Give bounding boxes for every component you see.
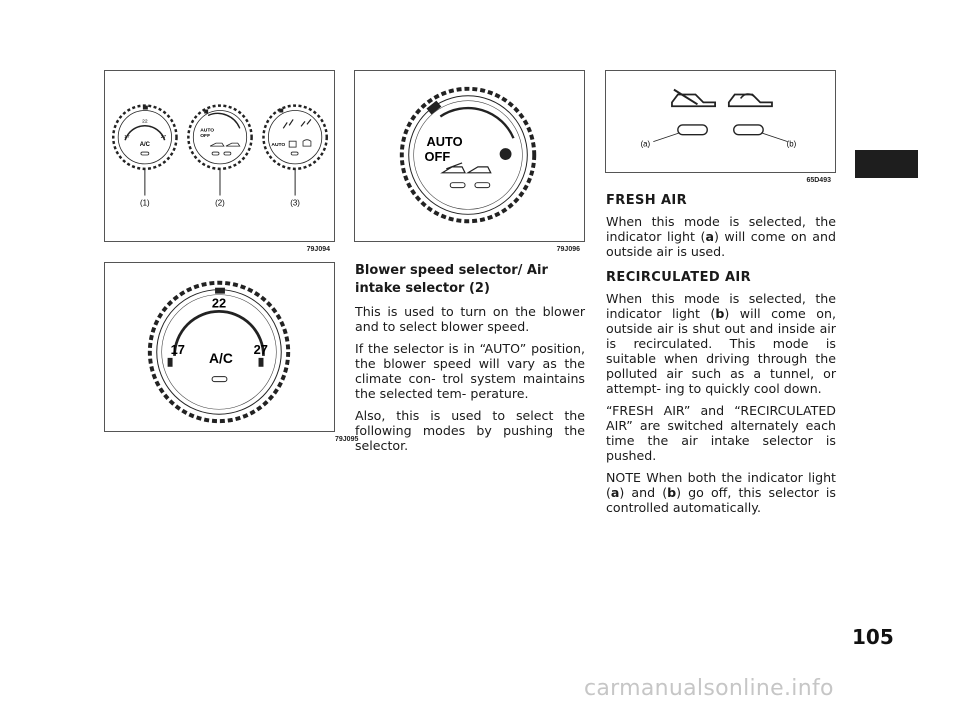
- right-column: [606, 193, 836, 522]
- label-b: (b): [786, 139, 797, 149]
- middle-column: [355, 262, 585, 460]
- dial3-auto-text: AUTO: [271, 143, 286, 149]
- ac-text: A/C: [209, 349, 233, 366]
- dial1-ac-text: A/C: [139, 142, 150, 149]
- watermark: carmanualsonline.info: [584, 676, 834, 701]
- callout-1: (1): [140, 198, 150, 208]
- temp-17-text: 17: [170, 341, 185, 357]
- paragraph: This is used to turn on the blower and to select blower speed.: [355, 304, 585, 334]
- auto-off-dial-illustration: [355, 71, 584, 241]
- fresh-air-paragraph: When this mode is selected, the indicator light (a) will come on and outside air is used.: [606, 214, 836, 259]
- figure-indicator-lights: [605, 70, 836, 184]
- page-number: 105: [852, 625, 894, 649]
- figure-code: 65D493: [806, 177, 831, 184]
- section-tab: [855, 150, 918, 178]
- paragraph: If the selector is in “AUTO” position, the blower speed will vary as the climate con- trol system maintains the selected tem- perature.: [355, 341, 585, 401]
- dial2-off-text: OFF: [200, 134, 211, 140]
- callout-2: (2): [215, 198, 225, 208]
- dial1-top-text: 22: [142, 119, 148, 125]
- label-a: (a): [640, 139, 651, 149]
- figure-auto-off-dial: [354, 70, 585, 253]
- figure-code: 79J095: [335, 436, 359, 443]
- figure-ac-dial: [104, 262, 359, 443]
- recirculated-air-paragraph: When this mode is selected, the indicator light (b) will come on, outside air is shut out and inside air is recirculated. This mode is suitable when driving through the polluted air such as a tunnel, or attempt- ing to quickly cool down.: [606, 291, 836, 396]
- temp-27-text: 27: [253, 341, 268, 357]
- figure-code: 79J096: [556, 246, 580, 253]
- indicator-lights-illustration: [606, 71, 835, 172]
- three-dials-illustration: [105, 71, 334, 241]
- figure-code: 79J094: [306, 246, 330, 253]
- paragraph: Also, this is used to select the following modes by pushing the selector.: [355, 408, 585, 453]
- off-text: OFF: [424, 148, 451, 164]
- dial1-right-text: 27: [160, 135, 167, 141]
- dial1-left-text: 17: [124, 135, 130, 141]
- dial2-auto-text: AUTO: [200, 128, 215, 134]
- blower-heading: Blower speed selector/ Air intake selector (2): [355, 263, 548, 296]
- fresh-air-heading: FRESH AIR: [606, 193, 688, 208]
- auto-text: AUTO: [426, 134, 463, 150]
- note-paragraph: NOTE When both the indicator light (a) and (b) go off, this selector is controlled automatically.: [606, 470, 836, 515]
- temp-22-text: 22: [211, 295, 227, 311]
- recirculated-air-heading: RECIRCULATED AIR: [606, 270, 752, 285]
- ac-dial-illustration: [105, 263, 334, 431]
- figure-three-dials: [104, 70, 335, 253]
- callout-3: (3): [290, 198, 300, 208]
- alternate-paragraph: “FRESH AIR” and “RECIRCULATED AIR” are switched alternately each time the air intake selector is pushed.: [606, 403, 836, 463]
